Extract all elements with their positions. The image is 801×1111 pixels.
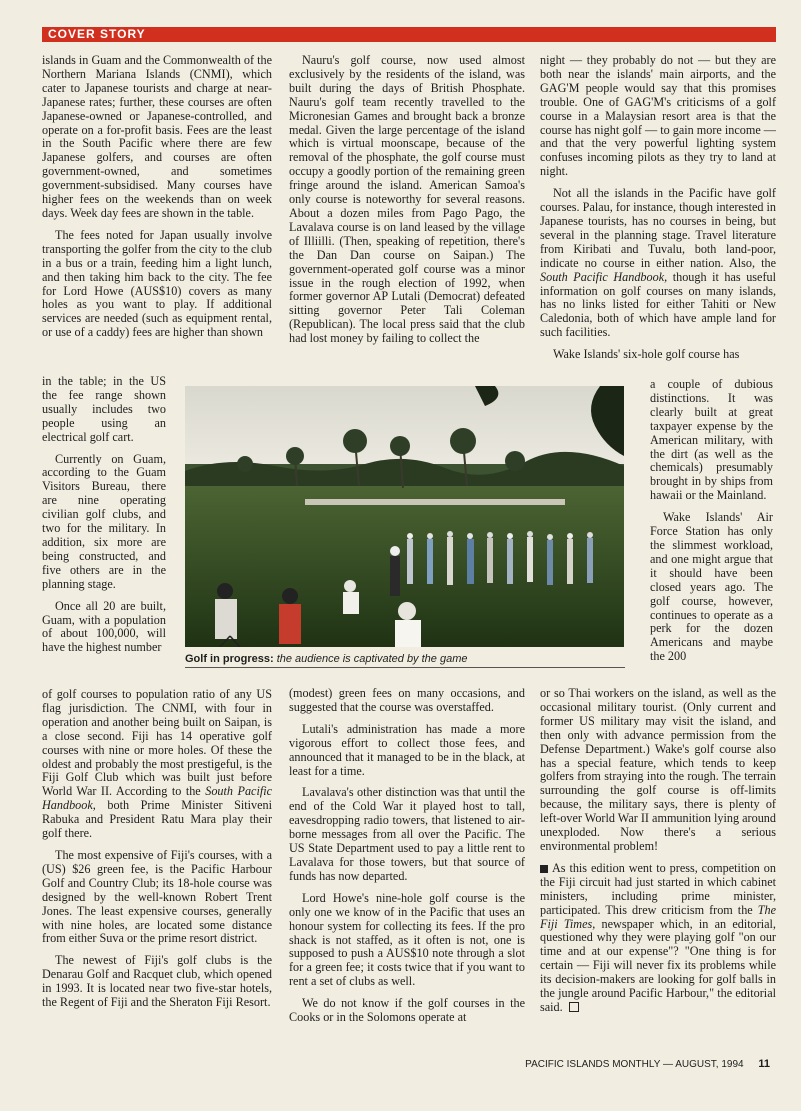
book-title: South Pacific Handbook,: [540, 269, 668, 284]
paragraph: a couple of dubious distinctions. It was clearly built at great taxpayer expense by the American military, with the dirt (as well as the chemicals) presumably brought in by ships from hawaii or the Mainland.: [650, 377, 773, 503]
paragraph: Lord Howe's nine-hole golf course is the only one we know of in the Pacific that uses an honour system for collecting its fees. If the pro shack is not staffed, as it often is not, one is supposed to push a AUS$10 note through a slot for a green fee; it costs twice that if you want to rent a set of clubs as well.: [289, 890, 525, 989]
paragraph: or so Thai workers on the island, as well as the occasional military tourist. (Only current and former US military may visit the island, and then only with advance permission from the Defense Department.) Wake's golf course also has a special feature, which tends to keep golfers from straying into the rough. The terrain surrounding the golf course is off-limits because, the military says, there is plenty of left-over World War II ammunition lying around unexploded. Now there's a serious environmental problem!: [540, 686, 776, 853]
paragraph: [42, 688, 272, 841]
text-run: newspaper which, in an editorial, questioned why they were playing golf "on our time and at our expense"? "One thing is for certain — Fiji will never fix its problems while its decision-makers are looking for golf balls in the jungle around Pacific Harbour," the editorial said.: [540, 916, 776, 1014]
paragraph: The fees noted for Japan usually involve transporting the golfer from the city to the club in a bus or a train, feeding him a light lunch, and then taking him back to the city. The fee for Lord Howe (AUS$10) covers as many holes as you want to play. If additional services are needed (such as equipment rental, or use of a caddy) fees are higher than shown: [42, 227, 272, 340]
paragraph: Lavalava's other distinction was that until the end of the Cold War it played host to tall, eavesdropping radio towers, that listened to air-borne messages from all over the Pacific. The US State Department used to pay a little rent to Lavalava for those towers, but that source of funds has now departed.: [289, 785, 525, 883]
paragraph: Wake Islands' Air Force Station has only the slimmest workload, and one might argue that it should have been closed years ago. The golf course, however, continues to operate as a perk for the dozen Americans and maybe the 200: [650, 510, 773, 664]
caption-label: Golf in progress:: [185, 653, 274, 665]
golf-photo: [185, 386, 624, 647]
column-3-top: [540, 54, 776, 362]
golf-crowd-image: [185, 386, 624, 647]
column-1-top: [42, 54, 272, 340]
paragraph: islands in Guam and the Commonwealth of the Northern Mariana Islands (CNMI), which cater to Japanese tourists and charge at near-Japanese rates; further, these courses are often Japanese-owned or Japanese-controlled, and operate on a for-profit basis. Fees are the least in the South Pacific where there are few Japanese golfers, and courses are often government-owned, and sometimes government-subsidised. Many courses have higher fees on the weekends than on week days. Week day fees are shown in the table.: [42, 53, 272, 220]
text-run: As this edition went to press, competition on the Fiji circuit had just started in which cabinet ministers, including prime minister, participated. This drew criticism from the: [540, 860, 776, 917]
paragraph: Nauru's golf course, now used almost exclusively by the residents of the island, was built during the days of British Phosphate. Nauru's golf team recently travelled to the Micronesian Games and brought back a bronze medal. Given the large percentage of the island which is virtual moonscape, because of the removal of the phosphate, the golf course must occupy a goodly portion of the remaining green fringe around the island. American Samoa's only course is noteworthy for several reasons. About a dozen miles from Pago Pago, the Lavalava course is on land leased by the village of Illiilli. (Then, speaking of repetition, there's the Dan Dan course on Saipan.) The government-operated golf course was a minor issue in the rough election of 1992, when former governor AP Lutali (Democrat) defeated sitting governor Peter Tali Coleman (Republican). The local press said that the club had lost money by failing to collect the: [289, 53, 525, 346]
paragraph: We do not know if the golf courses in the Cooks or in the Solomons operate at: [289, 996, 525, 1025]
paragraph: [540, 187, 776, 340]
paragraph: Once all 20 are built, Guam, with a population of about 100,000, will have the highest number: [42, 598, 166, 655]
bullet-icon: [540, 865, 548, 873]
book-title: South Pacific Handbook,: [42, 784, 273, 813]
paragraph: Wake Islands' six-hole golf course has: [553, 347, 740, 362]
photo-caption: [185, 651, 625, 668]
text-run: both Prime Minister Sitiveni Rabuka and President Ratu Mara play their golf there.: [42, 798, 273, 841]
paragraph: (modest) green fees on many occasions, and suggested that the course was overstaffed.: [289, 686, 525, 714]
paragraph: [540, 862, 776, 1015]
section-banner: [42, 27, 776, 42]
page-footer: [520, 1058, 770, 1070]
paragraph: The most expensive of Fiji's courses, with a (US) $26 green fee, is the Pacific Harbour Golf and Country Club; its 18-hole course was designed by the well-known Robert Trent Jones. The least expensive courses, generally with nine holes, are located some distance from either Suva or the prime resort district.: [42, 847, 272, 946]
caption-text: the audience is captivated by the game: [276, 653, 468, 665]
column-2-top: [289, 54, 525, 354]
column-3-bottom: [540, 687, 776, 1023]
page-number: 11: [758, 1058, 770, 1070]
paragraph: night — they probably do not — but they are both near the islands' main airports, and the GAG'M people would say that this promises trouble. One of GAG'M's criticisms of a golf course in a Malaysian resort area is that the course has night golf — to gain more income — and that the very powerful lighting system confuses incoming pilots as they try to land at night.: [540, 53, 776, 179]
newspaper-title: The Fiji Times,: [540, 902, 777, 931]
paragraph: The newest of Fiji's golf clubs is the Denarau Golf and Racquet club, which opened in 1993. It is located near two five-star hotels, the Regent of Fiji and the Sheraton Fiji Resort.: [42, 953, 272, 1010]
paragraph: in the table; in the US the fee range shown usually includes two people using an electrical golf cart.: [42, 374, 166, 444]
paragraph: Currently on Guam, according to the Guam Visitors Bureau, there are nine operating civilian golf clubs, and two for the military. In addition, six more are being constructed, and five others are in the planning stage.: [42, 451, 166, 591]
end-mark-icon: [569, 1002, 579, 1012]
column-3-wrap: [650, 378, 773, 672]
column-1-wrap: [42, 375, 166, 655]
paragraph: Lutali's administration has made a more vigorous effort to collect those fees, and announced that it managed to be in the black, at least for a time.: [289, 721, 525, 778]
text-run: though it has useful information on golf courses on many islands, has no links listed for either Tahiti or New Caledonia, both of which have ample land for such facilities.: [540, 269, 776, 340]
column-2-bottom: [289, 687, 525, 1033]
publication-line: PACIFIC ISLANDS MONTHLY — AUGUST, 1994: [525, 1059, 744, 1070]
text-run: of golf courses to population ratio of any US flag jurisdiction. The CNMI, with four in operation and another being built on Saipan, is a close second. Fiji has 14 operative golf courses with nine or more holes. Of these the oldest and probably the most prestigeful, is the Fiji Golf Club which was built just before World War II. According to the: [42, 687, 272, 799]
section-label: COVER STORY: [48, 27, 146, 41]
column-1-bottom: [42, 688, 272, 1018]
text-run: Not all the islands in the Pacific have golf courses. Palau, for instance, though interested in Japanese tourists, has no courses in being, but several in the planning stage. Travel literature from Kiribati and Tuvalu, both land-poor, indicate no course in either nation. Also, the: [540, 186, 776, 270]
